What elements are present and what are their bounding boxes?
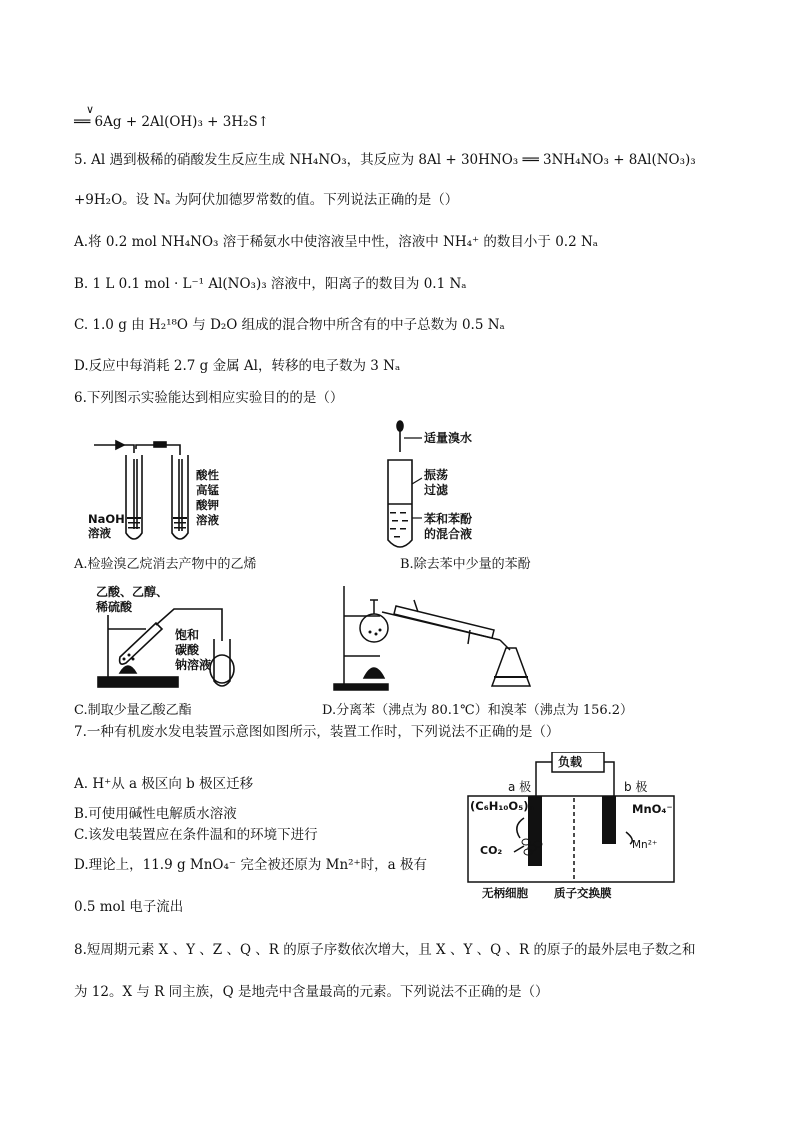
q7-mno4-label: MnO₄⁻ <box>632 802 673 816</box>
figure-c-label-reagents: 乙酸、乙醇、 稀硫酸 <box>96 585 169 614</box>
q7-option-d-line2: 0.5 mol 电子流出 <box>74 899 184 915</box>
q7-stem: 7.一种有机废水发电装置示意图如图所示，装置工作时，下列说法不正确的是（） <box>74 724 560 740</box>
q8-line1: 8.短周期元素 X 、Y 、Z 、Q 、R 的原子序数依次增大，且 X 、Y 、Q 、R 的原子的最外层电子数之和 <box>74 942 696 958</box>
figure-a-label-naoh: NaOH 溶液 <box>88 512 125 540</box>
q5-line1: 5. Al 遇到极稀的硝酸发生反应生成 NH₄NO₃，其反应为 8Al + 30HNO₃ ══ 3NH₄NO₃ + 8Al(NO₃)₃ <box>74 152 696 168</box>
q8-line2: 为 12。X 与 R 同主族，Q 是地壳中含量最高的元素。下列说法不正确的是（） <box>74 984 549 1000</box>
figure-a-caption: A.检验溴乙烷消去产物中的乙烯 <box>74 557 257 572</box>
q7-load-label: 负载 <box>558 755 583 769</box>
figure-c-caption: C.制取少量乙酸乙酯 <box>74 703 192 718</box>
q5-line2: +9H₂O。设 Nₐ 为阿伏加德罗常数的值。下列说法正确的是（） <box>74 192 459 208</box>
heat-mark: ∨ <box>86 103 95 116</box>
q7-battery-diagram <box>466 752 678 892</box>
q7-anaerobic-label: 无柄细胞 <box>482 886 528 900</box>
q7-co2-label: CO₂ <box>480 844 503 857</box>
q7-option-c: C.该发电装置应在条件温和的环境下进行 <box>74 827 318 843</box>
q5-option-d: D.反应中每消耗 2.7 g 金属 Al，转移的电子数为 3 Nₐ <box>74 358 401 374</box>
figure-a-label-kmno4: 酸性 高锰 酸钾 溶液 <box>196 468 219 527</box>
q7-option-b: B.可使用碱性电解质水溶液 <box>74 806 237 822</box>
figure-b-caption: B.除去苯中少量的苯酚 <box>400 557 531 572</box>
q7-organic-label: (C₆H₁₀O₅)ₙ <box>470 799 534 813</box>
figure-c-label-na2co3: 饱和 碳酸 钠溶液 <box>175 628 212 672</box>
q6-stem: 6.下列图示实验能达到相应实验目的的是（） <box>74 390 344 406</box>
q5-option-b: B. 1 L 0.1 mol · L⁻¹ Al(NO₃)₃ 溶液中，阳离子的数目为 0.1 Nₐ <box>74 276 467 292</box>
q7-mn2-label: Mn²⁺ <box>632 839 658 851</box>
q5-option-c: C. 1.0 g 由 H₂¹⁸O 与 D₂O 组成的混合物中所含有的中子总数为 0.5 Nₐ <box>74 317 505 333</box>
top-equation-line <box>74 103 270 132</box>
q7-option-a: A. H⁺从 a 极区向 b 极区迁移 <box>74 776 254 792</box>
figure-b-label-bromine: 适量溴水 <box>424 431 473 445</box>
figure-d-distillation-apparatus <box>330 578 540 696</box>
figure-d-caption: D.分离苯（沸点为 80.1℃）和溴苯（沸点为 156.2） <box>322 703 634 718</box>
q7-membrane-label: 质子交换膜 <box>554 886 612 900</box>
figure-b-label-shake: 振荡 过滤 <box>424 468 449 497</box>
q7-a-pole-label: a 极 <box>508 780 532 794</box>
figure-b-label-mixture: 苯和苯酚 的混合液 <box>424 512 473 541</box>
q5-option-a: A.将 0.2 mol NH₄NO₃ 溶于稀氨水中使溶液呈中性，溶液中 NH₄⁺ 的数目小于 0.2 Nₐ <box>74 234 598 250</box>
q7-b-pole-label: b 极 <box>624 780 648 794</box>
top-equation-text: ══ 6Ag + 2Al(OH)₃ + 3H₂S↑ <box>74 114 270 130</box>
q7-option-d-line1: D.理论上，11.9 g MnO₄⁻ 完全被还原为 Mn²⁺时，a 极有 <box>74 857 428 873</box>
